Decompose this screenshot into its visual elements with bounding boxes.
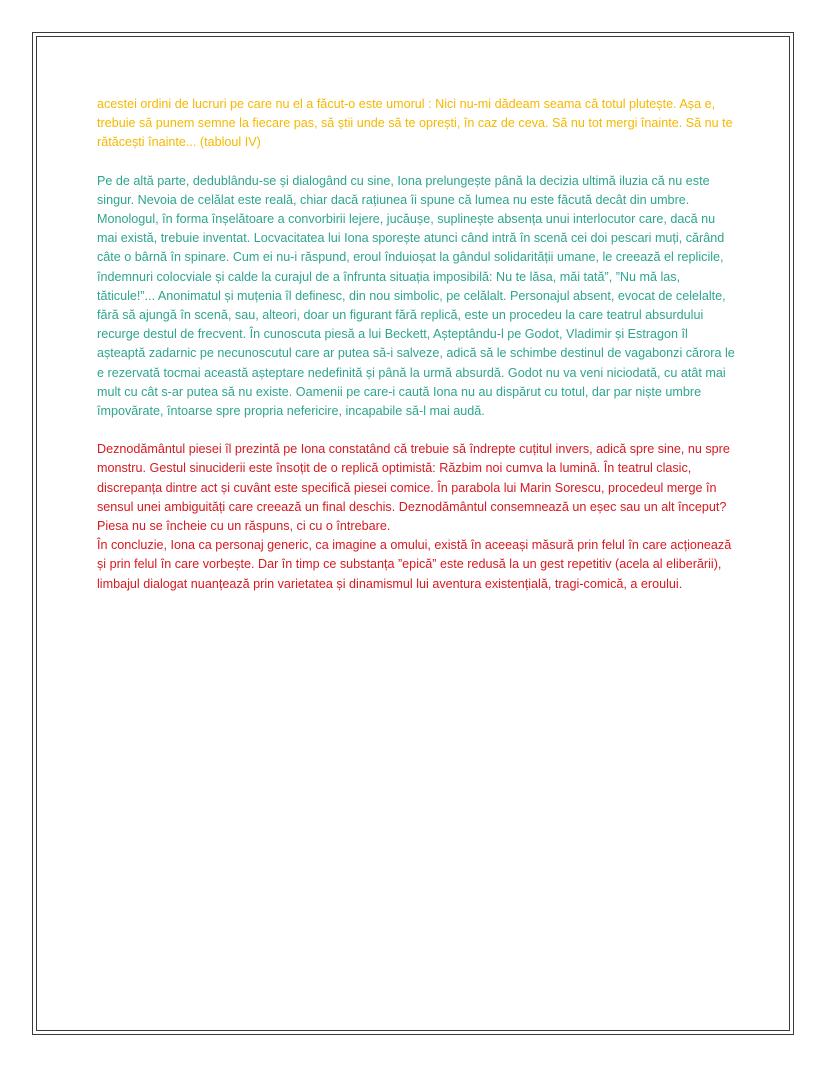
conclusion-paragraph: În concluzie, Iona ca personaj generic, ca imagine a omului, există în aceeași măsură prin felul în care acționează și prin felul în care vorbește. Dar în timp ce substanța ”epică” este redusă la un gest repetitiv (acela al eliberării), limbajul dialogat nuanțează prin varietatea și dinamismul lui aventura existențială, tragi-comică, a eroului. (97, 538, 732, 591)
document-body (97, 95, 737, 594)
ending-paragraph: Deznodământul piesei îl prezintă pe Iona constatând că trebuie să îndrepte cuțitul invers, adică spre sine, nu spre monstru. Gestul sinuciderii este însoțit de o replică optimistă: Răzbim noi cumva la lumină. În teatrul clasic, discrepanța dintre act și cuvânt este specifică piesei comice. În parabola lui Marin Sorescu, procedeul merge în sensul unei ambiguități care creează un final deschis. Deznodământul consemnează un eșec sau un alt început? Piesa nu se încheie cu un răspuns, ci cu o întrebare. (97, 442, 730, 534)
dialogue-paragraph: Pe de altă parte, dedublându-se și dialogând cu sine, Iona prelungește până la decizia ultimă iluzia că nu este singur. Nevoia de celălat este reală, chiar dacă rațiunea îi spune că lumea nu este făcută decât din umbre. Monologul, în forma înșelătoare a convorbirii lejere, jucăușe, suplinește absența unui interlocutor care, dacă nu mai există, trebuie inventat. Locvacitatea lui Iona sporește atunci când intră în scenă cei doi pescari muți, cărând câte o bârnă în spinare. Cum ei nu-i răspund, eroul înduioșat la gândul solidarității umane, le creează el replicile, îndemnuri colocviale și calde la curajul de a înfrunta situația imposibilă: Nu te lăsa, măi tată”, ”Nu mă las, tăticule!”... Anonimatul și muțenia îl definesc, din nou simbolic, pe celălalt. Personajul absent, evocat de celelalte, fără să ajungă în scenă, sau, alteori, doar un figurant fără replică, este un procedeu la care teatrul absurdului recurge destul de frecvent. În cunoscuta piesă a lui Beckett, Așteptându-l pe Godot, Vladimir și Estragon îl așteaptă zadarnic pe necunoscutul care ar putea să-i salveze, adică să le schimbe destinul de vagabonzi cărora le e rezervată tocmai această așteptare nedefinită și până la urmă absurdă. Godot nu va veni niciodată, cu atât mai mult cu cât s-ar putea să nu existe. Oamenii pe care-i caută Iona nu au dispărut cu totul, dar par niște umbre împovărate, întoarse spre propria nefericire, incapabile să-l mai audă. (97, 173, 735, 419)
intro-paragraph: acestei ordini de lucruri pe care nu el a făcut-o este umorul : Nici nu-mi dădeam seama că totul plutește. Așa e, trebuie să punem semne la fiecare pas, să știi unde să te oprești, în caz de ceva. Să nu tot mergi înainte. Să nu te rătăcești înainte... (tabloul IV) (97, 97, 733, 150)
